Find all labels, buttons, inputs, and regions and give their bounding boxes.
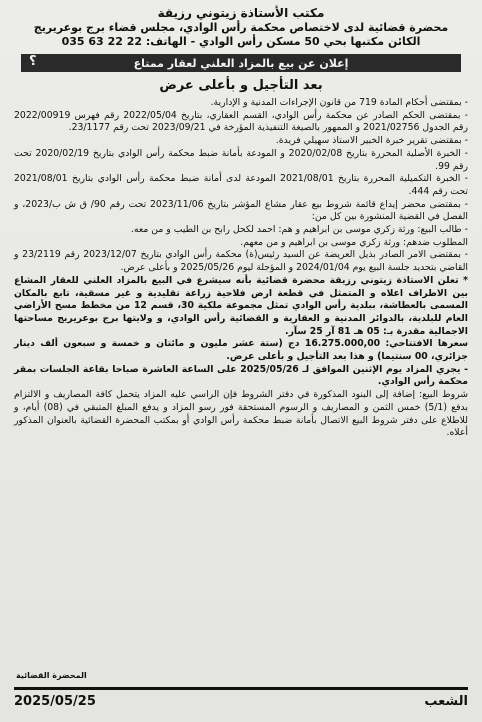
paragraph: * تعلن الاستاذة زيتوني رزيقة محضرة قضائية بأنه سيشرع في البيع بالمزاد العلني للعقار المشاع بين الاطراف اعلاه و المتمثل في قطعة ارض فلاحية زراعة تقليدية و غير مسقية، تابع بالمكان المسمى بالعطاشة، ببلدية رأس الوادي تمثل مجموعة ملكية 30، قسم 12 من مخطط مسح الأراضي العام للبلدية، بالدوائر المدنية و العقارية و القضائية رأس الوادي، و ولايتها برج بوعريريج مساحتها الاجمالية مقدرة بـ: 05 هـ 81 آر 25 سآر. — [14, 274, 468, 337]
newspaper-name: الشعب — [424, 693, 468, 709]
signature: المحضرة القضائية — [16, 671, 87, 680]
banner-mark: ؟ — [29, 54, 37, 69]
announcement-body — [14, 97, 468, 440]
office-description: محضرة قضائية لدى لاختصاص محكمة رأس الوادي، مجلس قضاء برج بوعريريج — [33, 21, 449, 34]
paragraph: - الخبرة التكميلية المحررة بتاريخ 2021/08/01 المودعة لدى أمانة ضبط محكمة رأس الوادي بتاريخ 2021/08/01 تحت رقم 444. — [14, 173, 469, 197]
subtitle: بعد التأجيل و بأعلى عرض — [159, 78, 323, 93]
paragraph: - بمقتضى تقرير خبرة الخبير الاستاذ سهيلي فريدة. — [275, 135, 468, 147]
paragraph: المطلوب ضدهم: ورثة زكري موسى بن ابراهيم و من معهم. — [240, 236, 468, 248]
paragraph: - بمقتضى أحكام المادة 719 من قانون الإجراءات المدنية و الإدارية. — [210, 97, 468, 108]
banner-title: إعلان عن بيع بالمزاد العلني لعقار ممتاع — [133, 56, 349, 70]
footer — [14, 687, 468, 712]
paragraph: - طالب البيع: ورثة زكري موسى بن ابراهيم و هم: احمد لكحل رابح بن الطيب و من معه. — [130, 224, 468, 236]
paragraph: سعرها الافتتاحي: 16.275.000,00 دج (ستة عشر مليون و مائتان و خمسة و سبعون ألف دينار جزائري، 00 سنتيما) و هذا بعد التأجيل و بأعلى عرض. — [14, 338, 469, 363]
paragraph: - بمقتضى محضر إيداع قائمة شروط بيع عقار مشاع المؤشر بتاريخ 2023/11/06 تحت رقم 90/ ق ش ب/2023، و الفصل في القضية المنشورة بين كل من: — [14, 198, 468, 223]
paragraph: - بمقتضى الامر الصادر بذيل العريضة عن السيد رئيس(ة) محكمة رأس الوادي بتاريخ 2023/12/07 رقم 23/2119 و القاضي بتحديد جلسة البيع يوم 2024/01/04 و المؤجلة ليوم 2025/05/26 و بأعلى عرض. — [14, 249, 468, 274]
header — [14, 6, 468, 49]
paragraph: - الخبرة الأصلية المحررة بتاريخ 2020/02/08 و المودعة بأمانة ضبط محكمة رأس الوادي بتاريخ 2020/02/19 تحت رقم 99. — [14, 147, 468, 172]
office-address: الكائن مكتبها بحي 50 مسكن رأس الوادي - الهاتف: 22 22 63 035 — [61, 35, 421, 48]
publication-date: 2025/05/25 — [14, 693, 96, 709]
office-name: مكتب الأستاذة زيتوني رزيقة — [157, 6, 325, 20]
paragraph: - يجري المزاد يوم الإثنين الموافق لـ 2025/05/26 على الساعة العاشرة صباحا بقاعة الجلسات بمقر محكمة رأس الوادي. — [14, 363, 468, 388]
title-banner — [21, 54, 461, 72]
paragraph: - بمقتضى الحكم الصادر عن محكمة رأس الوادي، القسم العقاري، بتاريخ 2022/05/04 رقم فهرس 2022/00919 رقم الجدول 2021/02756 و الممهور بالصيغة التنفيذية المؤرخة في 2023/09/21 تحت رقم 23/1177. — [14, 109, 468, 134]
paragraph: شروط البيع: إضافة إلى البنود المذكورة في دفتر الشروط فإن الراسي عليه المزاد يتحمل كافة المصاريف و الالتزام بدفع (5/1) خمس الثمن و المصاريف و الرسوم المستحقة فور رسو المزاد و يدفع المبلغ المتبقي في (08) أيام، و للاطلاع على دفتر شروط البيع الاتصال بأمانة ضبط محكمة رأس الوادي أو بمكتب المحضرة القضائية بالعنوان المذكور أعلاه. — [14, 389, 468, 439]
